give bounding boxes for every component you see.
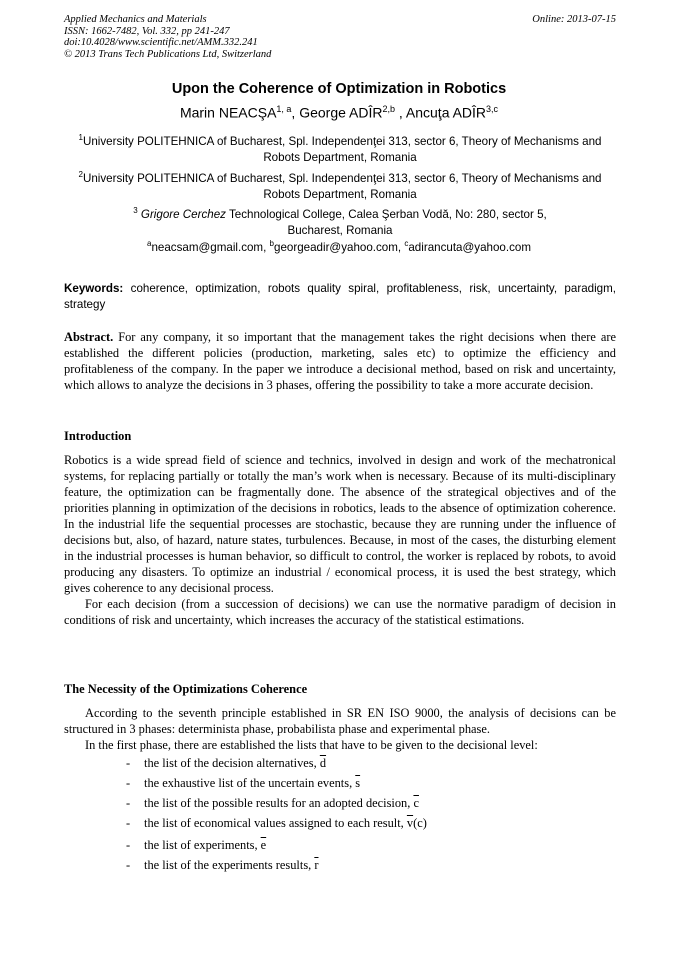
abstract-block <box>64 329 616 393</box>
math-symbol: $\overline{e}$ <box>260 838 267 852</box>
author-separator: , <box>394 104 406 121</box>
author-list <box>0 104 678 121</box>
paragraph: For each decision (from a succession of decisions) we can use the normative paradigm of decision in conditions of risk and uncertainty, which increases the accuracy of the statistical estimations. <box>64 597 616 627</box>
affil-text: University POLITEHNICA of Bucharest, Spl. Independenţei 313, sector 6, Theory of Mechanisms and Robots Department, Romania <box>82 134 602 164</box>
author-separator: , <box>291 104 300 121</box>
paper-title: Upon the Coherence of Optimization in Robotics <box>171 81 507 97</box>
author-name: George ADÎR <box>299 104 383 121</box>
journal-name: Applied Mechanics and Materials <box>64 14 207 25</box>
author-affil-sup: 2,b <box>382 104 395 114</box>
author-affil-sup: 3,c <box>486 104 499 114</box>
affiliation-1 <box>64 130 616 166</box>
abstract-label: Abstract. <box>64 330 114 344</box>
list-item: - the list of the experiments results, $\overline{r}$ <box>126 858 319 872</box>
abstract-text: For any company, it so important that the management takes the right decisions when there are established the different policies (production, marketing, sales etc) to optimize the efficiency and profitableness of the company. In the paper we introduce a decisional method, based on risk and uncertainty, which allows to analyze the decisions in 3 phases, offering the possibility to take a more accurate decision. <box>64 330 616 392</box>
list-item: - the list of the decision alternatives, $\overline{d}$ <box>126 756 327 770</box>
issn-line: ISSN: 1662-7482, Vol. 332, pp 241-247 <box>64 25 230 37</box>
email-sup: c <box>404 239 409 248</box>
math-symbol: $\overline{c}$ <box>413 796 419 810</box>
email-sup: b <box>269 239 274 248</box>
affil-sup: 1 <box>78 133 83 142</box>
keywords-label: Keywords: <box>64 282 124 295</box>
math-symbol: $\overline{r}$ <box>314 858 319 872</box>
math-symbol: $\overline{v}$ <box>406 816 414 830</box>
math-symbol: $\overline{d}$ <box>319 756 327 770</box>
email-sup: a <box>147 239 152 248</box>
affiliation-3 <box>104 203 576 239</box>
list-item: - the exhaustive list of the uncertain events, $\overline{s}$ <box>126 776 361 790</box>
paragraph: In the first phase, there are established the lists that have to be given to the decisional level: <box>85 738 538 752</box>
list-item: - the list of experiments, $\overline{e}$ <box>126 838 267 852</box>
list-item: - the list of economical values assigned to each result, $\overline{v}(c)$ <box>126 816 427 830</box>
author-emails <box>0 239 678 254</box>
keywords-text: coherence, optimization, robots quality spiral, profitableness, risk, uncertainty, paradigm, strategy <box>64 282 616 311</box>
necessity-body <box>64 705 616 753</box>
author-affil-sup: 1, a <box>276 104 292 114</box>
email-text: georgeadir@yahoo.com, <box>274 240 405 254</box>
copyright-line: © 2013 Trans Tech Publications Ltd, Switzerland <box>64 48 272 60</box>
keywords-block <box>64 281 616 312</box>
paragraph: According to the seventh principle established in SR EN ISO 9000, the analysis of decisions can be structured in 3 phases: determinista phase, probabilista phase and experimental phase. <box>64 706 616 736</box>
author-name: Ancuţa ADÎR <box>405 104 487 121</box>
affil-sup: 2 <box>78 170 83 179</box>
list-item: - the list of the possible results for an adopted decision, $\overline{c}$ <box>126 796 419 810</box>
doi-line: doi:10.4028/www.scientific.net/AMM.332.241 <box>64 37 258 48</box>
affil-sup: 3 <box>133 206 138 215</box>
math-symbol: $\overline{s}$ <box>355 776 361 790</box>
section-heading-introduction: Introduction <box>64 429 132 443</box>
email-text: adirancuta@yahoo.com <box>408 240 531 254</box>
author-name: Marin NEACŞA <box>179 104 277 121</box>
paragraph: Robotics is a wide spread field of science and technics, involved in design and work of the mechatronical systems, for replacing partially or totally the man’s work when is necessary. Because of its multi-disciplinary feature, the optimization can be fragmentally done. The absence of the strategical objectives and of the priorities planning in optimization of the decisions in robotics, leads to the absence of optimization coherence. In the industrial life the sequential processes are stochastic, because they are running under the influence of decisions but, also, of hazard, nature states, turbulences. Because, in most of the cases, the disturbing element in the industrial processes is human behavior, so difficult to control, the worker is replaced by robots, to avoid producing any disasters. To optimize an industrial / economical process, it is used the best strategy, which gives coherence to any decisional process. <box>64 453 616 595</box>
section-heading-necessity: The Necessity of the Optimizations Coherence <box>64 682 308 696</box>
affil-text: University POLITEHNICA of Bucharest, Spl. Independenţei 313, sector 6, Theory of Mechanisms and Robots Department, Romania <box>82 171 602 201</box>
introduction-body <box>64 452 616 628</box>
affil-text: Technological College, Calea Şerban Vodă, No: 280, sector 5, Bucharest, Romania <box>225 207 547 237</box>
journal-header <box>64 14 616 60</box>
affil-college-name: Grigore Cerchez <box>140 207 226 221</box>
affiliation-2 <box>64 167 616 203</box>
email-text: neacsam@gmail.com, <box>151 240 270 254</box>
online-date: Online: 2013-07-15 <box>532 14 616 25</box>
